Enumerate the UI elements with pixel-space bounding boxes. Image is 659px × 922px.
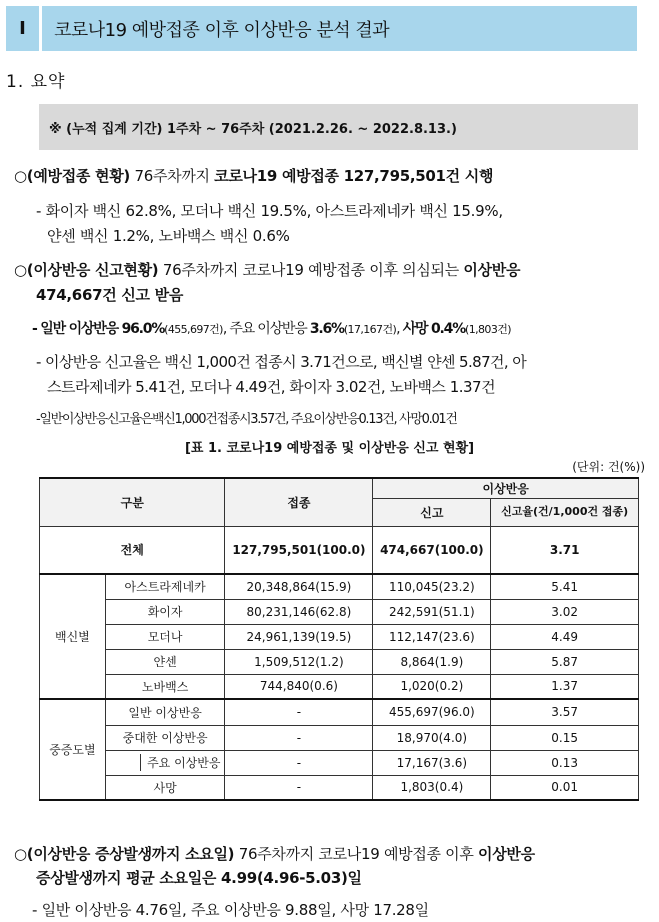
report-rate-line-2: 스트라제네카 5.41건, 모더나 4.49건, 화이자 3.02건, 노바백스 1.37건 — [47, 378, 496, 396]
total-rate: 3.71 — [491, 526, 639, 574]
severity-rate: 3.57 — [491, 699, 639, 725]
header-adverse-event: 이상반응 — [373, 478, 639, 498]
vaccine-share-line-1: - 화이자 백신 62.8%, 모더나 백신 19.5%, 아스트라제네카 백신 15.9%, — [36, 202, 503, 220]
vaccination-status-paragraph — [14, 164, 493, 188]
severity-rate: 0.01 — [491, 775, 639, 800]
total-vaccination: 127,795,501(100.0) — [225, 526, 373, 574]
bullet-circle: ○ — [14, 167, 27, 185]
vaccine-vaccination: 20,348,864(15.9) — [225, 574, 373, 599]
severity-rate: 0.13 — [491, 750, 639, 775]
severity-vaccination: - — [225, 699, 373, 725]
header-report: 신고 — [373, 498, 491, 526]
paragraph-text: 76주차까지 — [129, 167, 215, 185]
adverse-event-total: 474,667건 신고 받음 — [36, 286, 184, 304]
text: , 주요 이상반응 — [222, 321, 310, 337]
paragraph-text: 76주차까지 코로나19 예방접종 이후 의심되는 — [158, 261, 464, 279]
vaccine-name: 아스트라제네카 — [105, 574, 225, 599]
title-number: Ⅰ — [6, 6, 42, 51]
vaccine-name: 모더나 — [105, 624, 225, 649]
vaccine-name: 얀센 — [105, 649, 225, 674]
vaccine-report: 1,020(0.2) — [373, 674, 491, 699]
paragraph-bold-text: 이상반응 — [463, 261, 521, 279]
severity-name-text: 주요 이상반응 — [140, 754, 220, 771]
header-group: 구분 — [40, 478, 225, 526]
header-vaccination: 접종 — [225, 478, 373, 526]
title-bar — [6, 6, 637, 51]
vaccination-adverse-event-table — [39, 477, 639, 801]
severity-report: 1,803(0.4) — [373, 775, 491, 800]
adverse-event-breakdown — [32, 317, 511, 342]
heading-adverse-event-report: (이상반응 신고현황) — [26, 261, 159, 279]
severity-name: 사망 — [105, 775, 225, 800]
death-share: 사망 0.4% — [402, 321, 466, 337]
vaccine-share-line-2: 얀센 백신 1.2%, 노바백스 백신 0.6% — [47, 227, 290, 245]
heading-vaccination-status: (예방접종 현황) — [26, 167, 130, 185]
general-ae-share: 일반 이상반응 96.0% — [40, 321, 165, 337]
vaccine-report: 112,147(23.6) — [373, 624, 491, 649]
vaccine-vaccination: 744,840(0.6) — [225, 674, 373, 699]
general-ae-count: (455,697건) — [164, 323, 223, 336]
onset-days-paragraph — [14, 842, 535, 866]
severity-report: 455,697(96.0) — [373, 699, 491, 725]
severity-report: 18,970(4.0) — [373, 725, 491, 750]
report-rate-line-1: - 이상반응 신고율은 백신 1,000건 접종시 3.71건으로, 백신별 얀센 5.87건, 아 — [36, 353, 527, 371]
total-report: 474,667(100.0) — [373, 526, 491, 574]
severity-vaccination: - — [225, 725, 373, 750]
severity-report: 17,167(3.6) — [373, 750, 491, 775]
vaccine-vaccination: 1,509,512(1.2) — [225, 649, 373, 674]
vaccine-name: 화이자 — [105, 599, 225, 624]
severity-vaccination: - — [225, 750, 373, 775]
adverse-event-report-paragraph — [14, 258, 520, 282]
onset-days-breakdown: - 일반 이상반응 4.76일, 주요 이상반응 9.88일, 사망 17.28일 — [32, 901, 429, 919]
vaccine-rate: 3.02 — [491, 599, 639, 624]
vaccination-total: 코로나19 예방접종 127,795,501건 시행 — [214, 167, 494, 185]
text: , — [396, 321, 403, 337]
vaccine-rate: 5.87 — [491, 649, 639, 674]
vaccine-name: 노바백스 — [105, 674, 225, 699]
table-caption: [표 1. 코로나19 예방접종 및 이상반응 신고 현황] — [184, 441, 475, 456]
severity-rate: 0.15 — [491, 725, 639, 750]
vaccine-group-label: 백신별 — [40, 574, 106, 699]
severity-name: 일반 이상반응 — [105, 699, 225, 725]
table-unit: (단위: 건(%)) — [572, 460, 645, 474]
severity-group-label: 중증도별 — [40, 699, 106, 800]
paragraph-text: 76주차까지 코로나19 예방접종 이후 — [234, 845, 479, 863]
page-title: 코로나19 예방접종 이후 이상반응 분석 결과 — [54, 19, 390, 41]
vaccine-vaccination: 80,231,146(62.8) — [225, 599, 373, 624]
major-ae-count: (17,167건) — [343, 323, 397, 336]
vaccine-rate: 1.37 — [491, 674, 639, 699]
vaccine-report: 8,864(1.9) — [373, 649, 491, 674]
heading-onset-days: (이상반응 증상발생까지 소요일) — [26, 845, 235, 863]
bullet-circle: ○ — [14, 261, 27, 279]
section-heading: 1. 요약 — [6, 72, 66, 92]
vaccine-vaccination: 24,961,139(19.5) — [225, 624, 373, 649]
onset-days-average: 증상발생까지 평균 소요일은 4.99(4.96-5.03)일 — [36, 869, 362, 887]
severity-name: 중대한 이상반응 — [105, 725, 225, 750]
paragraph-bold-text: 이상반응 — [478, 845, 535, 863]
major-ae-share: 3.6% — [309, 321, 344, 337]
severity-vaccination: - — [225, 775, 373, 800]
vaccine-rate: 5.41 — [491, 574, 639, 599]
bullet-circle: ○ — [14, 845, 27, 863]
aggregation-period-note: ※ (누적 집계 기간) 1주차 ~ 76주차 (2021.2.26. ~ 2022.8.13.) — [39, 104, 638, 150]
death-count: (1,803건) — [465, 323, 511, 336]
vaccine-report: 242,591(51.1) — [373, 599, 491, 624]
general-report-rate-line: -일반이상반응신고율은백신1,000건접종시3.57건, 주요이상반응0.13건, 사망0.01건 — [36, 412, 457, 427]
vaccine-rate: 4.49 — [491, 624, 639, 649]
dash: - — [32, 321, 41, 337]
total-label: 전체 — [40, 526, 225, 574]
severity-name — [105, 750, 225, 775]
header-report-rate: 신고율(건/1,000건 접종) — [491, 498, 639, 526]
vaccine-report: 110,045(23.2) — [373, 574, 491, 599]
